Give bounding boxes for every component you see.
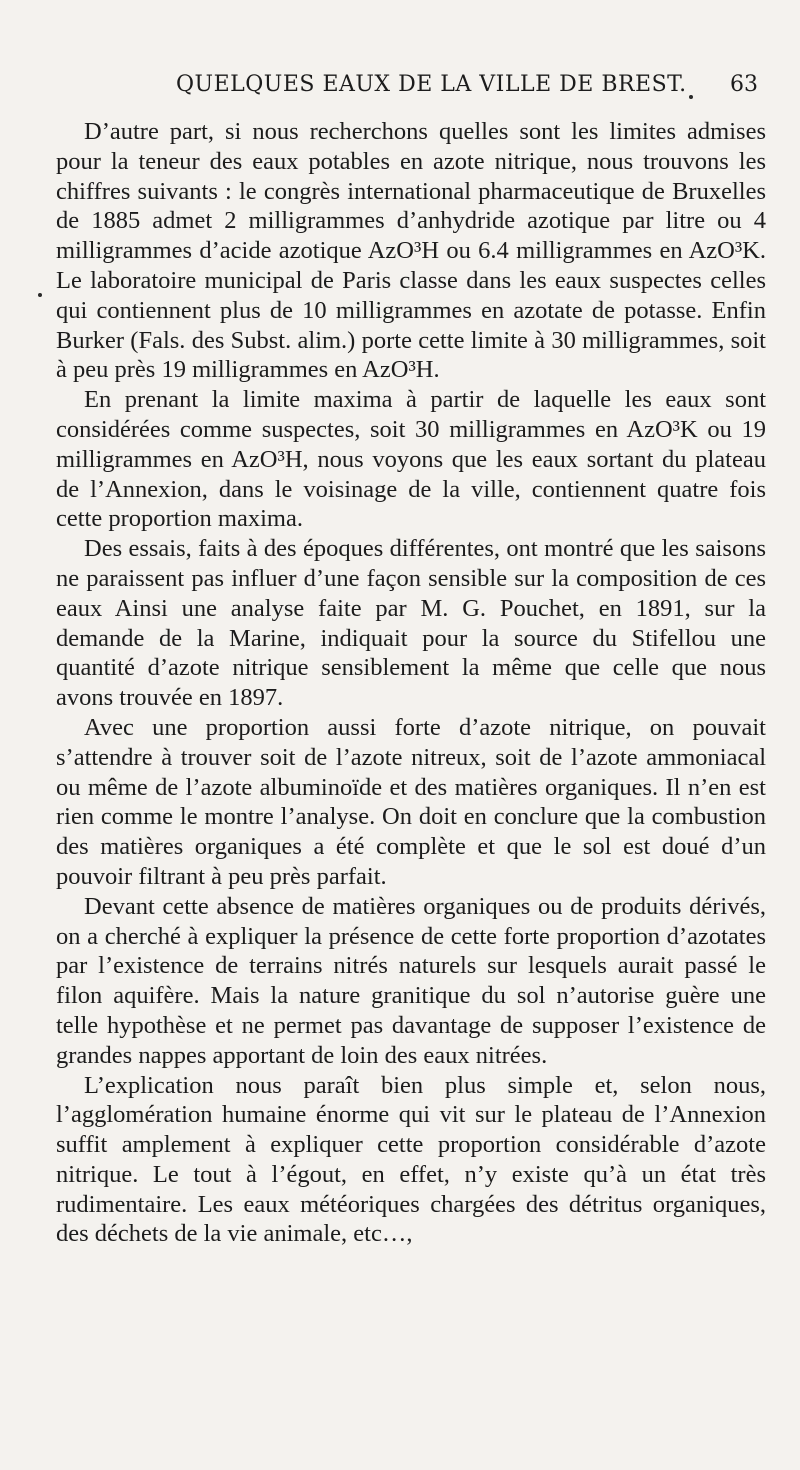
page-number: 63: [730, 72, 758, 97]
paragraph: D’autre part, si nous recherchons quelles sont les limites admises pour la teneur des eaux potables en azote nitrique, nous trouvons les chiffres suivants : le congrès international pharmaceutique de Bruxelles de 1885 admet 2 milligrammes d’anhydride azotique par litre ou 4 milligrammes d’acide azotique AzO³H ou 6.4 milligrammes en AzO³K. Le laboratoire municipal de Paris classe dans les eaux suspectes celles qui contiennent plus de 10 milligrammes en azotate de potasse. Enfin Burker (Fals. des Subst. alim.) porte cette limite à 30 milligrammes, soit à peu près 19 milligrammes en AzO³H.: [56, 118, 766, 384]
paragraph: Des essais, faits à des époques différentes, ont montré que les saisons ne paraissent pas influer d’une façon sensible sur la composition de ces eaux Ainsi une analyse faite par M. G. Pouchet, en 1891, sur la demande de la Marine, indiquait pour la source du Stifellou une quantité d’azote nitrique sensiblement la même que celle que nous avons trouvée en 1897.: [56, 535, 766, 712]
print-speck: [38, 293, 42, 297]
paragraph: L’explication nous paraît bien plus simple et, selon nous, l’agglomération humaine énorme qui vit sur le plateau de l’Annexion suffit amplement à expliquer cette proportion considérable d’azote nitrique. Le tout à l’égout, en effet, n’y existe qu’à un état très rudimentaire. Les eaux météoriques chargées des détritus organiques, des déchets de la vie animale, etc…,: [56, 1071, 766, 1248]
paragraph: En prenant la limite maxima à partir de laquelle les eaux sont considérées comme suspectes, soit 30 milligrammes en AzO³K ou 19 milligrammes en AzO³H, nous voyons que les eaux sortant du plateau de l’Annexion, dans le voisinage de la ville, contiennent quatre fois cette proportion maxima.: [56, 386, 766, 533]
running-title: QUELQUES EAUX DE LA VILLE DE BREST.: [176, 72, 687, 97]
print-speck: [689, 95, 693, 99]
running-head: [176, 72, 760, 112]
paragraph: Avec une proportion aussi forte d’azote nitrique, on pouvait s’attendre à trouver soit de l’azote nitreux, soit de l’azote ammoniacal ou même de l’azote albuminoïde et des matières organiques. Il n’en est rien comme le montre l’analyse. On doit en conclure que la combustion des matières organiques a été complète et que le sol est doué d’un pouvoir filtrant à peu près parfait.: [56, 713, 766, 890]
paragraph: Devant cette absence de matières organiques ou de produits dérivés, on a cherché à expliquer la présence de cette forte proportion d’azotates par l’existence de terrains nitrés naturels sur lesquels aurait passé le filon aquifère. Mais la nature granitique du sol n’autorise guère une telle hypothèse et ne permet pas davantage de supposer l’existence de grandes nappes apportant de loin des eaux nitrées.: [56, 892, 766, 1069]
body-text: [56, 117, 766, 1249]
